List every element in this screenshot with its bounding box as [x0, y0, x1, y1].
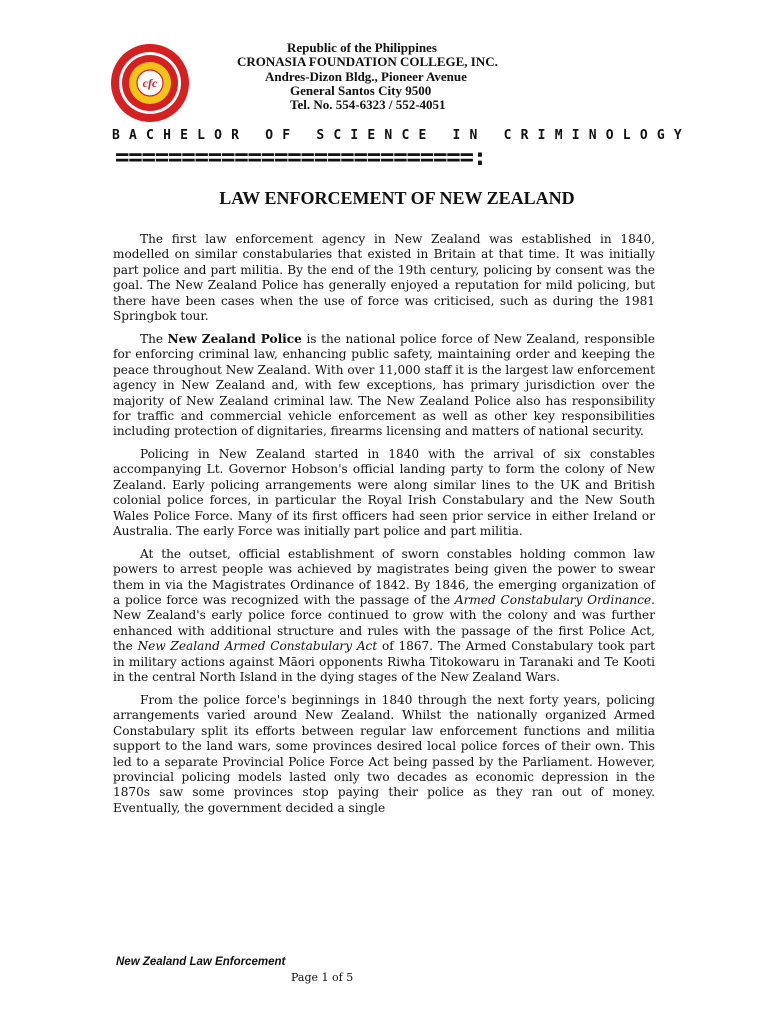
header-college: CRONASIA FOUNDATION COLLEGE, INC.	[237, 54, 498, 69]
college-logo	[109, 42, 191, 124]
svg-text:cfc: cfc	[142, 76, 158, 90]
paragraph-3: Policing in New Zealand started in 1840 with the arrival of six constables accompanying Lt. Governor Hobson's official landing party to form the colony of New Zealand. Early policing arrangements were along similar lines to the UK and British colonial police forces, in particular the Royal Irish Constabulary and the New South Wales Police Force. Many of its first officers had seen prior service in either Ireland or Australia. The early Force was initially part police and part militia.	[113, 446, 655, 539]
program-heading: BACHELOR OF SCIENCE IN CRIMINOLOGY	[112, 128, 691, 143]
page-number: Page 1 of 5	[291, 971, 354, 984]
document-title: LAW ENFORCEMENT OF NEW ZEALAND	[219, 188, 575, 208]
header-republic: Republic of the Philippines	[287, 40, 437, 55]
italic-term: Armed Constabulary Ordinance	[454, 592, 652, 607]
header-tel: Tel. No. 554-6323 / 552-4051	[290, 97, 446, 112]
paragraph-4: At the outset, official establishment of sworn constables holding common law powers to arrest people was achieved by magistrates being given the power to swear them in via the Magistrates Ordinance of 1842. By 1846, the emerging organization of a police force was recognized with the passage of the Armed Constabulary Ordinance. New Zealand's early police force continued to grow with the colony and was further enhanced with additional structure and rules with the passage of the first Police Act, the New Zealand Armed Constabulary Act of 1867. The Armed Constabulary took part in military actions against Māori opponents Riwha Titokowaru in Taranaki and Te Kooti in the central North Island in the dying stages of the New Zealand Wars.	[113, 546, 655, 685]
header-city: General Santos City 9500	[290, 83, 432, 98]
paragraph-2: The New Zealand Police is the national police force of New Zealand, responsible for enforcing criminal law, enhancing public safety, maintaining order and keeping the peace throughout New Zealand. With over 11,000 staff it is the largest law enforcement agency in New Zealand and, with few exceptions, has primary jurisdiction over the majority of New Zealand criminal law. The New Zealand Police also has responsibility for traffic and commercial vehicle enforcement as well as other key responsibilities including protection of dignitaries, firearms licensing and matters of national security.	[113, 331, 656, 439]
italic-term: New Zealand Armed Constabulary Act	[137, 639, 378, 654]
paragraph-1: The first law enforcement agency in New Zealand was established in 1840, modelled on similar constabularies that existed in Britain at that time. It was initially part police and part militia. By the end of the 19th century, policing by consent was the goal. The New Zealand Police has generally enjoyed a reputation for mild policing, but there have been cases when the use of force was criticised, such as during the 1981 Springbok tour.	[113, 232, 655, 324]
paragraph-5: From the police force's beginnings in 1840 through the next forty years, policing arrangements varied around New Zealand. Whilst the nationally organized Armed Constabulary split its efforts between regular law enforcement functions and militia support to the land wars, some provinces desired local police forces of their own. This led to a separate Provincial Police Force Act being passed by the Parliament. However, provincial policing models lasted only two decades as economic depression in the 1870s saw some provinces stop paying their police as they ran out of money. Eventually, the government decided a single	[113, 692, 655, 815]
document-body	[113, 232, 655, 823]
header-address: Andres-Dizon Bldg., Pioneer Avenue	[265, 69, 467, 84]
bold-term: New Zealand Police	[167, 331, 302, 346]
separator-rule: ===========================:	[115, 143, 486, 171]
footer-title: New Zealand Law Enforcement	[116, 956, 286, 968]
